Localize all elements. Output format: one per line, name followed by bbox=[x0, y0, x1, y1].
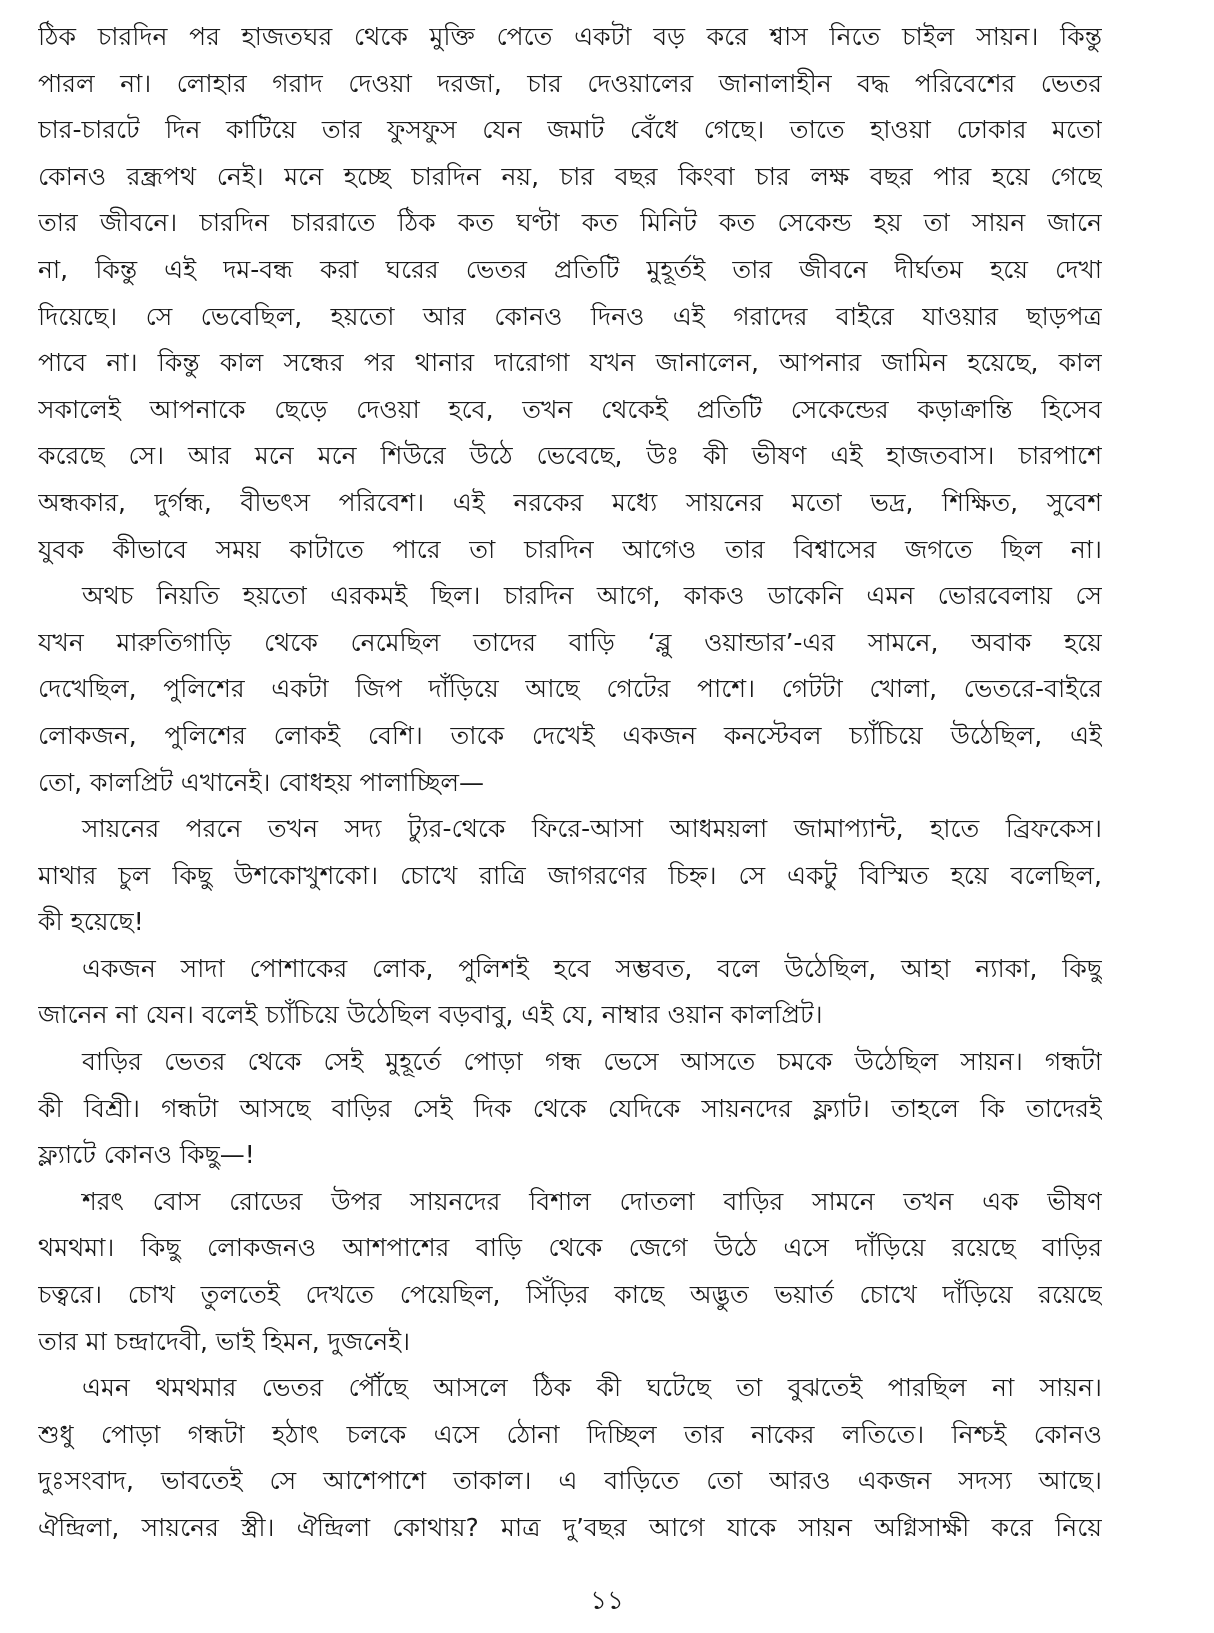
page-body-text bbox=[38, 14, 1102, 1552]
text-line: চত্বরে। চোখ তুলতেই দেখতে পেয়েছিল, সিঁড়ির কাছে অদ্ভুত ভয়ার্ত চোখে দাঁড়িয়ে রয়েছে bbox=[38, 1280, 1102, 1310]
text-line: কোনও রন্ধ্রপথ নেই। মনে হচ্ছে চারদিন নয়, চার বছর কিংবা চার লক্ষ বছর পার হয়ে গেছে bbox=[38, 161, 1102, 191]
text-line: না, কিন্তু এই দম-বন্ধ করা ঘরের ভেতর প্রতিটি মুহূর্তই তার জীবনে দীর্ঘতম হয়ে দেখা bbox=[38, 254, 1102, 284]
text-line: থমথমা। কিছু লোকজনও আশপাশের বাড়ি থেকে জেগে উঠে এসে দাঁড়িয়ে রয়েছে বাড়ির bbox=[38, 1233, 1102, 1263]
text-line: মাথার চুল কিছু উশকোখুশকো। চোখে রাত্রি জাগরণের চিহ্ন। সে একটু বিস্মিত হয়ে বলেছিল, bbox=[38, 860, 1102, 890]
text-line: কী বিশ্রী। গন্ধটা আসছে বাড়ির সেই দিক থেকে যেদিকে সায়নদের ফ্ল্যাট। তাহলে কি তাদেরই bbox=[38, 1093, 1102, 1123]
text-line: ঐন্দ্রিলা, সায়নের স্ত্রী। ঐন্দ্রিলা কোথায়? মাত্র দু’বছর আগে যাকে সায়ন অগ্নিসাক্ষী করে নিয়ে bbox=[38, 1513, 1102, 1542]
paragraph-first-line: এমন থমথমার ভেতর পৌঁছে আসলে ঠিক কী ঘটেছে তা বুঝতেই পারছিল না সায়ন। bbox=[82, 1373, 1102, 1403]
text-line: ঠিক চারদিন পর হাজতঘর থেকে মুক্তি পেতে একটা বড় করে শ্বাস নিতে চাইল সায়ন। কিন্তু bbox=[38, 22, 1102, 51]
text-line: তার মা চন্দ্রাদেবী, ভাই হিমন, দুজনেই। bbox=[38, 1326, 411, 1356]
text-line: অন্ধকার, দুর্গন্ধ, বীভৎস পরিবেশ। এই নরকের মধ্যে সায়নের মতো ভদ্র, শিক্ষিত, সুবেশ bbox=[38, 487, 1102, 517]
paragraph-first-line: সায়নের পরনে তখন সদ্য ট্যুর-থেকে ফিরে-আসা আধময়লা জামাপ্যান্ট, হাতে ব্রিফকেস। bbox=[82, 814, 1102, 844]
text-line: তো, কালপ্রিট এখানেই। বোধহয় পালাচ্ছিল— bbox=[38, 767, 485, 797]
text-line: সকালেই আপনাকে ছেড়ে দেওয়া হবে, তখন থেকেই প্রতিটি সেকেন্ডের কড়াক্রান্তি হিসেব bbox=[38, 394, 1102, 424]
text-line: চার-চারটে দিন কাটিয়ে তার ফুসফুস যেন জমাট বেঁধে গেছে। তাতে হাওয়া ঢোকার মতো bbox=[38, 115, 1102, 145]
text-line: করেছে সে। আর মনে মনে শিউরে উঠে ভেবেছে, উঃ কী ভীষণ এই হাজতবাস। চারপাশে bbox=[38, 441, 1102, 471]
text-line: শুধু পোড়া গন্ধটা হঠাৎ চলকে এসে ঠোনা দিচ্ছিল তার নাকের লতিতে। নিশ্চই কোনও bbox=[38, 1419, 1102, 1449]
text-line: যখন মারুতিগাড়ি থেকে নেমেছিল তাদের বাড়ি ‘ব্লু ওয়ান্ডার’-এর সামনে, অবাক হয়ে bbox=[38, 627, 1102, 657]
text-line: দেখেছিল, পুলিশের একটা জিপ দাঁড়িয়ে আছে গেটের পাশে। গেটটা খোলা, ভেতরে-বাইরে bbox=[38, 674, 1102, 704]
text-line: তার জীবনে। চারদিন চাররাতে ঠিক কত ঘণ্টা কত মিনিট কত সেকেন্ড হয় তা সায়ন জানে bbox=[38, 208, 1102, 238]
text-line: দুঃসংবাদ, ভাবতেই সে আশেপাশে তাকাল। এ বাড়িতে তো আরও একজন সদস্য আছে। bbox=[38, 1466, 1102, 1496]
page-number: ১১ bbox=[590, 1586, 624, 1616]
text-line: পারল না। লোহার গরাদ দেওয়া দরজা, চার দেওয়ালের জানালাহীন বদ্ধ পরিবেশের ভেতর bbox=[38, 68, 1102, 98]
text-line: লোকজন, পুলিশের লোকই বেশি। তাকে দেখেই একজন কনস্টেবল চ্যাঁচিয়ে উঠেছিল, এই bbox=[38, 720, 1102, 750]
text-line: দিয়েছে। সে ভেবেছিল, হয়তো আর কোনও দিনও এই গরাদের বাইরে যাওয়ার ছাড়পত্র bbox=[38, 301, 1102, 331]
text-line: জানেন না যেন। বলেই চ্যাঁচিয়ে উঠেছিল বড়বাবু, এই যে, নাম্বার ওয়ান কালপ্রিট। bbox=[38, 1000, 823, 1030]
paragraph-first-line: অথচ নিয়তি হয়তো এরকমই ছিল। চারদিন আগে, কাকও ডাকেনি এমন ভোরবেলায় সে bbox=[82, 581, 1102, 611]
paragraph-first-line: একজন সাদা পোশাকের লোক, পুলিশই হবে সম্ভবত, বলে উঠেছিল, আহা ন্যাকা, কিছু bbox=[82, 953, 1102, 983]
paragraph-first-line: বাড়ির ভেতর থেকে সেই মুহূর্তে পোড়া গন্ধ ভেসে আসতে চমকে উঠেছিল সায়ন। গন্ধটা bbox=[82, 1047, 1102, 1077]
text-line: যুবক কীভাবে সময় কাটাতে পারে তা চারদিন আগেও তার বিশ্বাসের জগতে ছিল না। bbox=[38, 534, 1102, 564]
text-line: পাবে না। কিন্তু কাল সন্ধের পর থানার দারোগা যখন জানালেন, আপনার জামিন হয়েছে, কাল bbox=[38, 348, 1102, 378]
paragraph-first-line: শরৎ বোস রোডের উপর সায়নদের বিশাল দোতলা বাড়ির সামনে তখন এক ভীষণ bbox=[82, 1186, 1102, 1216]
text-line: ফ্ল্যাটে কোনও কিছু—! bbox=[38, 1140, 255, 1170]
text-line: কী হয়েছে! bbox=[38, 907, 144, 937]
